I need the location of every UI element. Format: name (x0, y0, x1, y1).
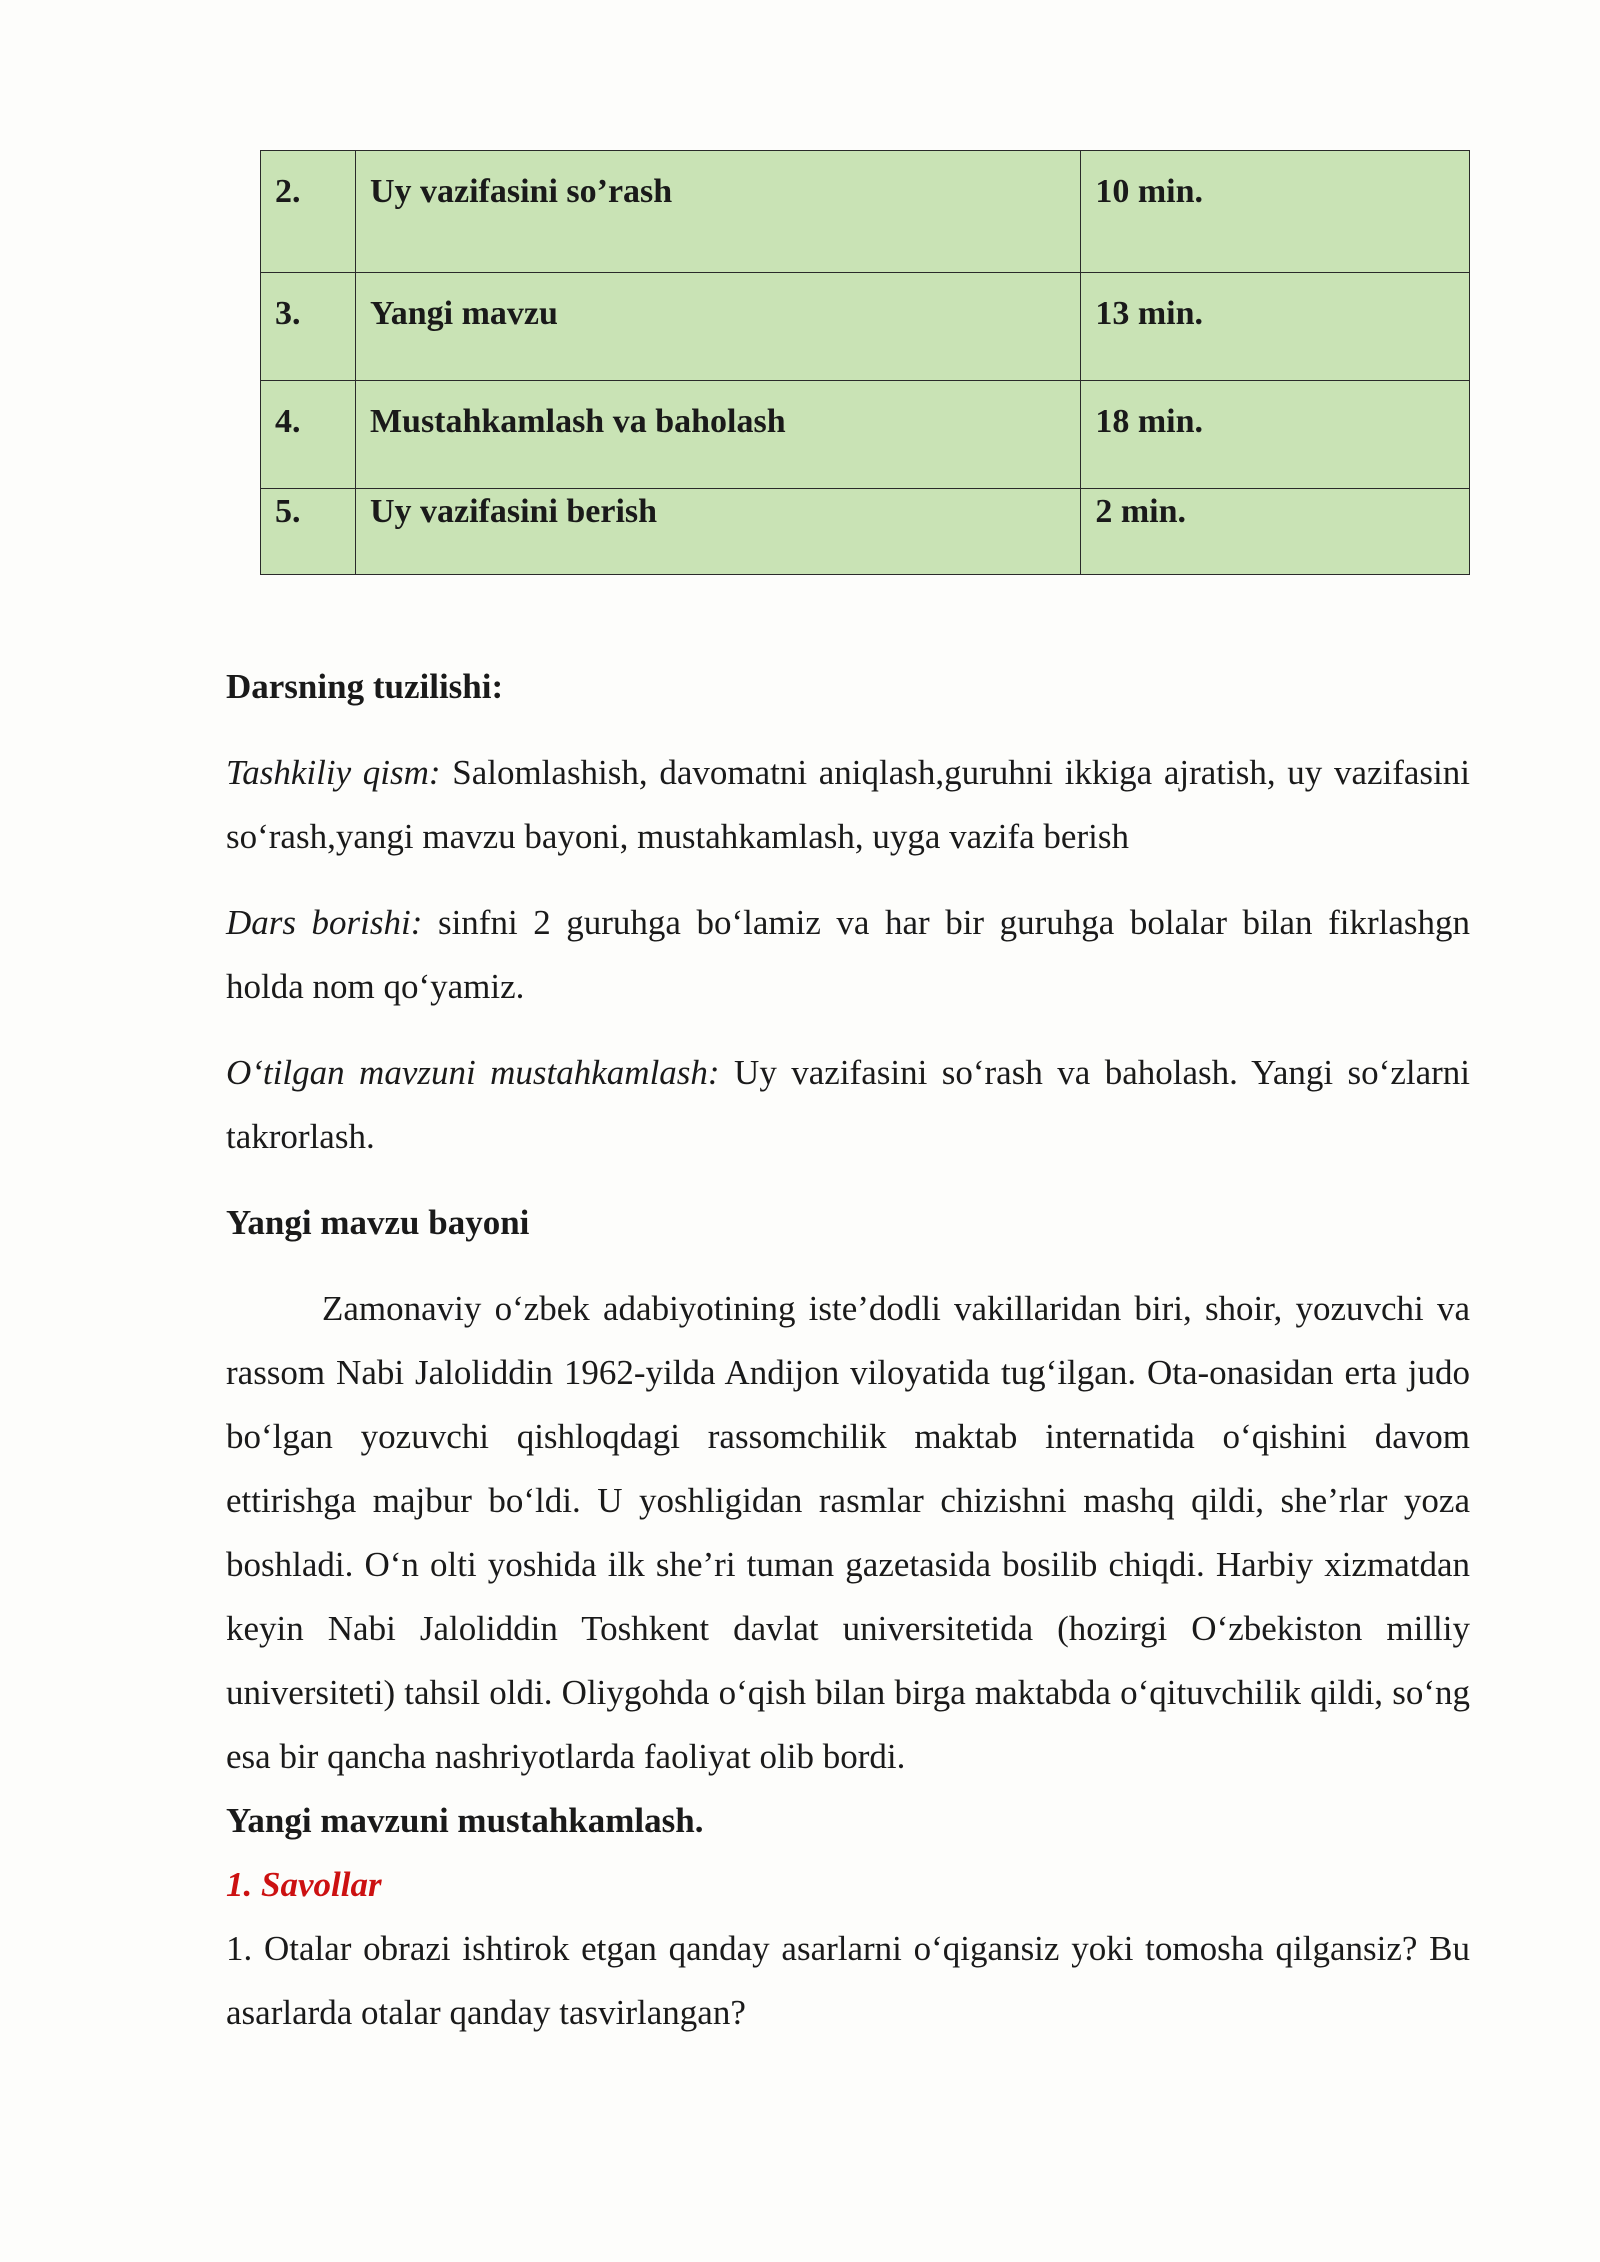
table-row (261, 151, 1470, 273)
row-stage: Uy vazifasini so’rash (355, 151, 1080, 273)
row-duration: 10 min. (1081, 151, 1470, 273)
row-stage: Uy vazifasini berish (355, 489, 1080, 575)
table-row (261, 381, 1470, 489)
row-number: 5. (261, 489, 356, 575)
new-topic-paragraph: Zamonaviy o‘zbek adabiyotining iste’dodli vakillaridan biri, shoir, yozuvchi va rassom Nabi Jaloliddin 1962-yilda Andijon viloyatida tug‘ilgan. Ota-onasidan erta judo bo‘lgan yozuvchi qishloqdagi rassomchilik maktab internatida o‘qishini davom ettirishga majbur bo‘ldi. U yoshligidan rasmlar chizishni mashq qildi, she’rlar yoza boshladi. O‘n olti yoshida ilk she’ri tuman gazetasida bosilib chiqdi. Harbiy xizmatdan keyin Nabi Jaloliddin Toshkent davlat universitetida (hozirgi O‘zbekiston milliy universiteti) tahsil oldi. Oliygohda o‘qish bilan birga maktabda o‘qituvchilik qildi, so‘ng esa bir qancha nashriyotlarda faoliyat olib bordi. (226, 1289, 1470, 1776)
organizational-paragraph (226, 741, 1470, 869)
table-row (261, 489, 1470, 575)
row-number: 2. (261, 151, 356, 273)
organizational-text: Salomlashish, davomatni aniqlash,guruhni ikkiga ajratish, uy vazifasini so‘rash,yangi mavzu bayoni, mustahkamlash, uyga vazifa berish (226, 753, 1470, 856)
review-text: Uy vazifasini so‘rash va baholash. Yangi so‘zlarni takrorlash. (226, 1053, 1470, 1156)
lesson-plan-table (260, 150, 1470, 575)
row-number: 3. (261, 273, 356, 381)
row-stage: Mustahkamlash va baholash (355, 381, 1080, 489)
row-duration: 2 min. (1081, 489, 1470, 575)
structure-heading: Darsning tuzilishi: (226, 667, 504, 706)
row-stage: Yangi mavzu (355, 273, 1080, 381)
review-paragraph (226, 1041, 1470, 1169)
questions-heading: 1. Savollar (226, 1865, 382, 1904)
document-body (226, 655, 1470, 2045)
question-item: 1. Otalar obrazi ishtirok etgan qanday asarlarni o‘qigansiz yoki tomosha qilgansiz? Bu asarlarda otalar qanday tasvirlangan? (226, 1929, 1470, 2032)
process-paragraph (226, 891, 1470, 1019)
table-row (261, 273, 1470, 381)
process-label: Dars borishi: (226, 903, 423, 942)
row-duration: 13 min. (1081, 273, 1470, 381)
new-topic-heading: Yangi mavzu bayoni (226, 1203, 530, 1242)
process-text: sinfni 2 guruhga bo‘lamiz va har bir guruhga bolalar bilan fikrlashgn holda nom qo‘yamiz. (226, 903, 1470, 1006)
row-number: 4. (261, 381, 356, 489)
review-label: O‘tilgan mavzuni mustahkamlash: (226, 1053, 720, 1092)
reinforcement-heading: Yangi mavzuni mustahkamlash. (226, 1801, 704, 1840)
organizational-label: Tashkiliy qism: (226, 753, 441, 792)
row-duration: 18 min. (1081, 381, 1470, 489)
